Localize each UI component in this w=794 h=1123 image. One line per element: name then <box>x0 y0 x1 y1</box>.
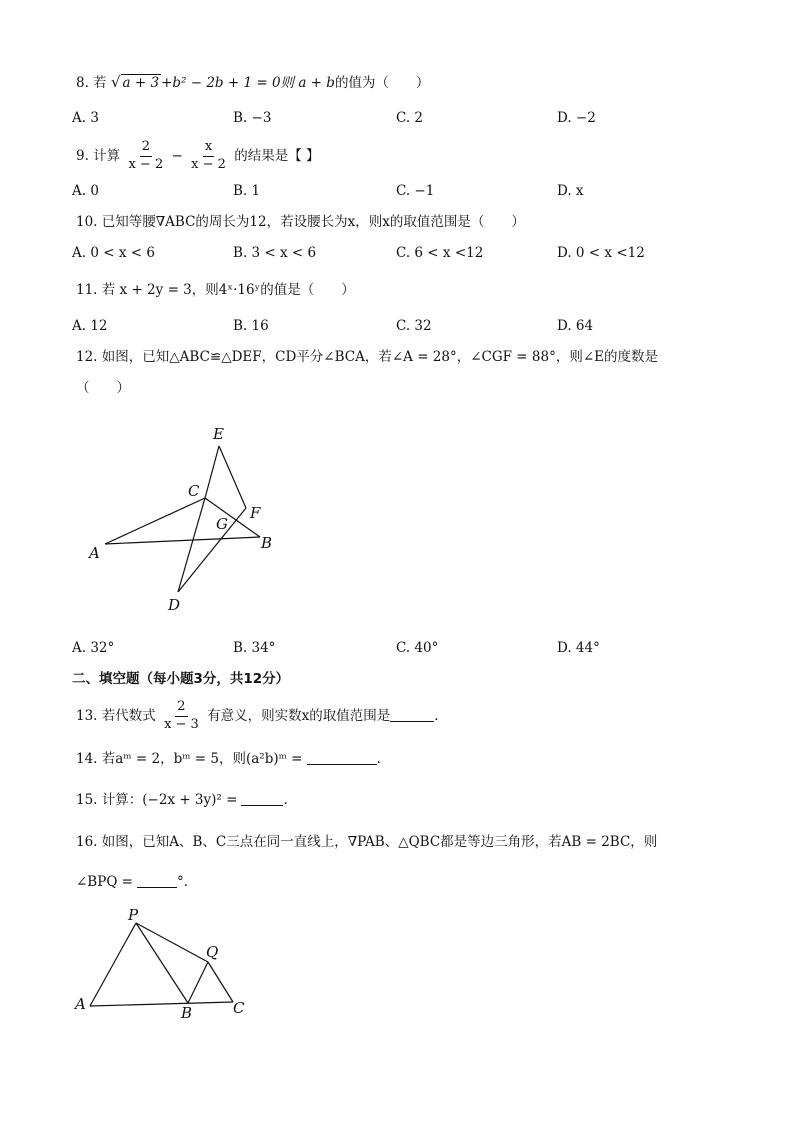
q16-label-c: C <box>233 999 245 1017</box>
q8-number: 8. 若 <box>76 75 107 91</box>
q10-option-a: A. 0 < x < 6 <box>72 245 155 261</box>
q16-label-b: B <box>181 1004 193 1022</box>
q12-option-d: D. 44° <box>557 640 600 656</box>
q16-figure <box>70 905 260 1025</box>
q12-label-g: G <box>216 515 228 533</box>
q12-label-d: D <box>168 596 181 614</box>
question-9 <box>76 140 320 173</box>
question-8: 8. 若 √ a + 3 +b² − 2b + 1 = 0则 a + b的值为（ ） <box>76 73 430 91</box>
question-16-continuation <box>76 872 188 892</box>
q9-option-d: D. x <box>557 183 584 199</box>
question-10: 10. 已知等腰∇ABC的周长为12，若设腰长为x，则x的取值范围是（ ） <box>76 214 525 230</box>
q8-option-c: C. 2 <box>396 110 424 126</box>
q9-fraction-1: $\frac{2}{x - 2}$ <box>128 139 164 172</box>
question-11: 11. 若 x + 2y = 3，则4ˣ·16ʸ的值是（ ） <box>76 282 355 298</box>
q9-option-a: A. 0 <box>72 183 99 199</box>
q16-label-p: P <box>128 906 139 924</box>
question-12-continuation: （ ） <box>76 380 130 396</box>
q16-label-a: A <box>75 995 86 1013</box>
q8-expression: a + b <box>298 75 335 91</box>
q10-option-c: C. 6 < x <12 <box>396 245 484 261</box>
q12-label-f: F <box>250 504 261 522</box>
q14-answer-blank[interactable] <box>307 752 377 765</box>
q16-label-q: Q <box>206 943 219 961</box>
q16-answer-blank[interactable] <box>137 875 177 888</box>
question-12: 12. 如图，已知△ABC≌△DEF，CD平分∠BCA，若∠A = 28°，∠CGF = 88°，则∠E的度数是 <box>76 349 659 365</box>
q9-option-c: C. −1 <box>396 183 435 199</box>
q13-answer-blank[interactable] <box>390 709 434 722</box>
q12-label-b: B <box>261 534 273 552</box>
q9-number: 9. 计算 <box>76 147 121 164</box>
q13-fraction: $\frac{2}{x - 3}$ <box>164 699 199 732</box>
q11-option-b: B. 16 <box>233 318 269 334</box>
q16-end: °. <box>177 874 189 890</box>
q9-tail: 的结果是【 】 <box>234 147 320 164</box>
q8-radicand: a + 3 <box>122 75 160 91</box>
section-2-title: 二、填空题（每小题3分，共12分） <box>72 671 290 687</box>
q15-answer-blank[interactable] <box>241 793 283 806</box>
q8-option-d: D. −2 <box>557 110 596 126</box>
q16-angle-text: ∠BPQ = <box>76 874 133 890</box>
q15-text: 15. 计算：(−2x + 3y)² = <box>76 792 238 808</box>
q8-option-b: B. −3 <box>233 110 272 126</box>
q8-tail: 的值为（ ） <box>334 75 430 91</box>
q9-minus: − <box>171 147 183 164</box>
q12-option-b: B. 34° <box>233 640 276 656</box>
q12-option-c: C. 40° <box>396 640 439 656</box>
q12-option-a: A. 32° <box>72 640 115 656</box>
q11-option-d: D. 64 <box>557 318 594 334</box>
question-14 <box>76 749 381 769</box>
q12-label-a: A <box>89 544 100 562</box>
q9-option-b: B. 1 <box>233 183 261 199</box>
q10-option-d: D. 0 < x <12 <box>557 245 645 261</box>
question-13 <box>76 700 439 733</box>
q13-prefix: 13. 若代数式 <box>76 707 156 724</box>
q13-postfix: 有意义，则实数x的取值范围是 <box>207 707 391 724</box>
q14-text: 14. 若aᵐ = 2，bᵐ = 5，则(a²b)ᵐ = <box>76 751 303 767</box>
q13-end: . <box>434 707 439 724</box>
q12-figure-lines <box>105 446 260 592</box>
q10-option-b: B. 3 < x < 6 <box>233 245 317 261</box>
question-15 <box>76 790 288 810</box>
q15-end: . <box>283 792 288 808</box>
q9-fraction-2: $\frac{x}{x - 2}$ <box>191 139 226 172</box>
q16-figure-lines <box>90 923 233 1006</box>
question-16: 16. 如图，已知A、B、C三点在同一直线上，∇PAB、△QBC都是等边三角形，若AB = 2BC，则 <box>76 834 658 850</box>
q12-label-e: E <box>213 425 224 443</box>
q8-equation: +b² − 2b + 1 = 0则 <box>161 75 295 91</box>
q12-figure <box>80 420 290 620</box>
q11-option-a: A. 12 <box>72 318 108 334</box>
q8-option-a: A. 3 <box>72 110 99 126</box>
q12-label-c: C <box>188 482 200 500</box>
q11-option-c: C. 32 <box>396 318 432 334</box>
q14-end: . <box>376 751 381 767</box>
